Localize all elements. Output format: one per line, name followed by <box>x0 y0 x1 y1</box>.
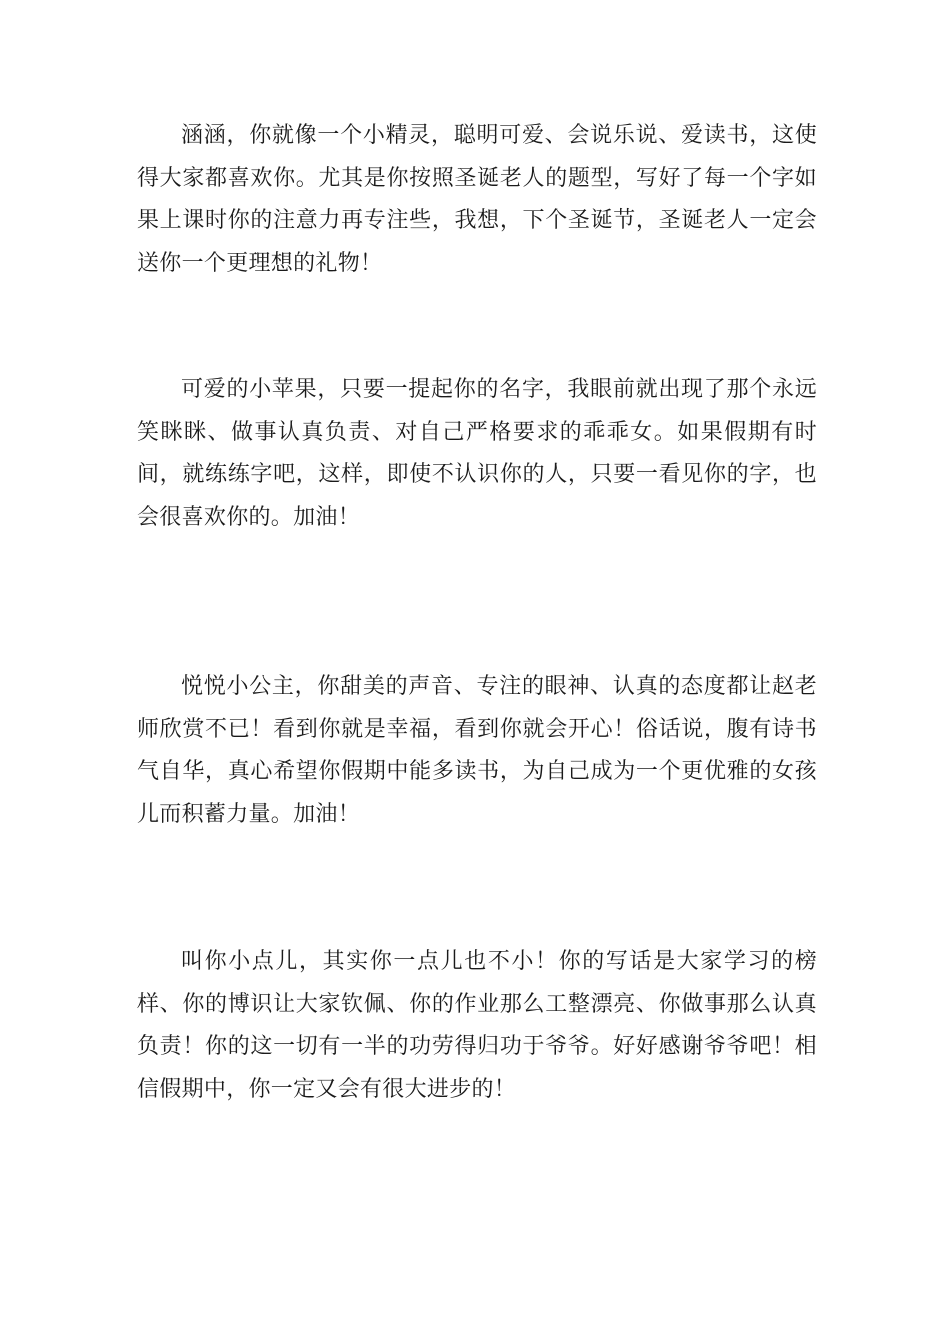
comment-paragraph-xiaodianer: 叫你小点儿，其实你一点儿也不小！你的写话是大家学习的榜样、你的博识让大家钦佩、你的作业那么工整漂亮、你做事那么认真负责！你的这一切有一半的功劳得归功于爷爷。好好感谢爷爷吧！相信假期中，你一定又会有很大进步的！ <box>137 949 817 1102</box>
comment-paragraph-yueyue: 悦悦小公主，你甜美的声音、专注的眼神、认真的态度都让赵老师欣赏不已！看到你就是幸福，看到你就会开心！俗话说，腹有诗书气自华，真心希望你假期中能多读书，为自己成为一个更优雅的女孩儿而积蓄力量。加油！ <box>137 674 817 827</box>
comment-paragraph-hanhan: 涵涵，你就像一个小精灵，聪明可爱、会说乐说、爱读书，这使得大家都喜欢你。尤其是你按照圣诞老人的题型，写好了每一个字如果上课时你的注意力再专注些，我想，下个圣诞节，圣诞老人一定会送你一个更理想的礼物！ <box>137 123 817 276</box>
comment-paragraph-xiaopingguo: 可爱的小苹果，只要一提起你的名字，我眼前就出现了那个永远笑眯眯、做事认真负责、对自己严格要求的乖乖女。如果假期有时间，就练练字吧，这样，即使不认识你的人，只要一看见你的字，也会很喜欢你的。加油！ <box>137 377 817 530</box>
